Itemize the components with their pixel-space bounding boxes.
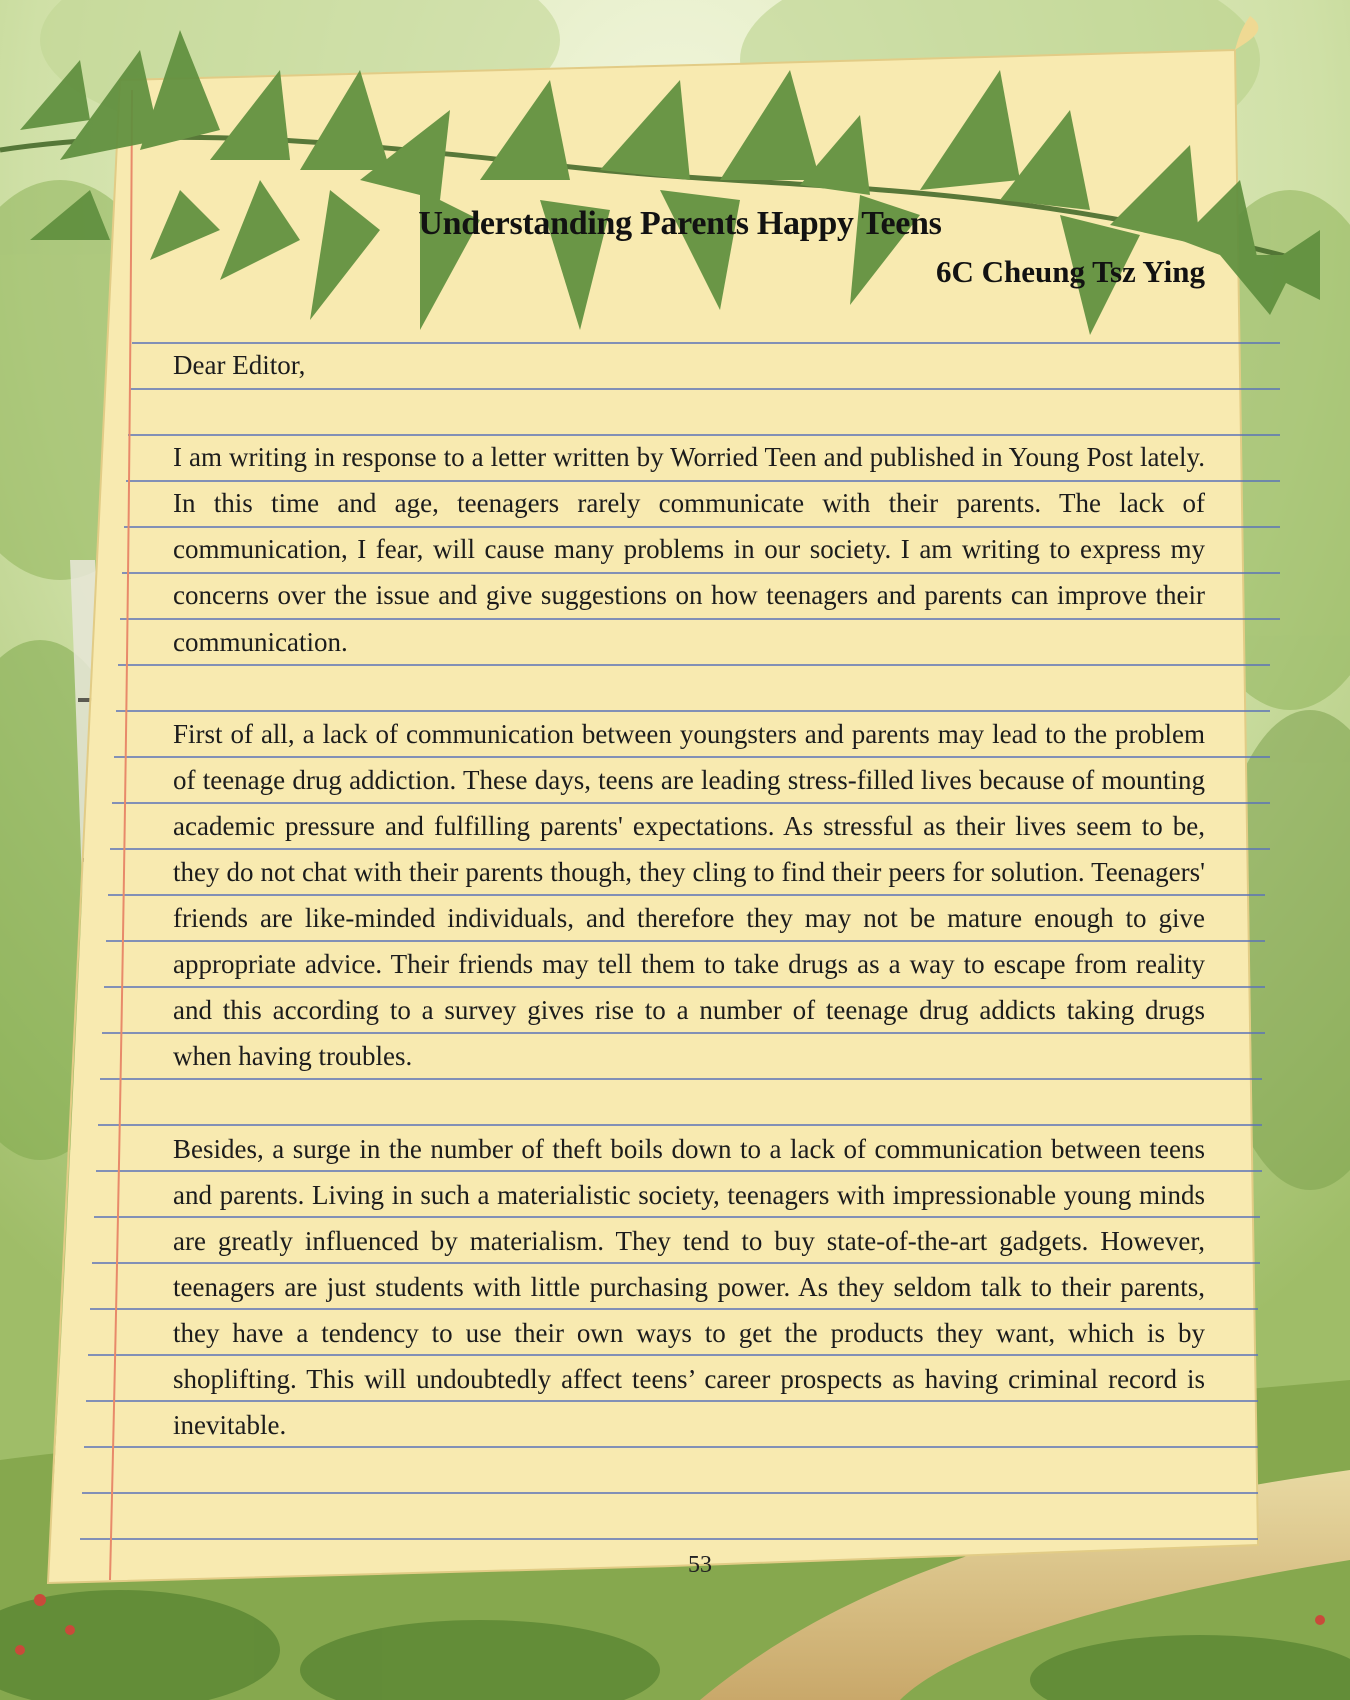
greeting: Dear Editor, bbox=[173, 350, 306, 380]
page-title: Understanding Parents Happy Teens bbox=[418, 205, 942, 242]
paragraph: Besides, a surge in the number of theft boils down to a lack of communication between teens and parents. Living in such a materialistic society, teenagers with impressionable young minds are greatly influenced by materialism. They tend to buy state-of-the-art gadgets. However, teenagers are just students with little purchasing power. As they seldom talk to their parents, they have a tendency to use their own ways to get the products they want, which is by shoplifting. This will undoubtedly affect teens’ career prospects as having criminal record is inevitable. bbox=[173, 1133, 1205, 1441]
page-number: 53 bbox=[688, 1552, 712, 1578]
paragraph: First of all, a lack of communication between youngsters and parents may lead to the problem of teenage drug addiction. These days, teens are leading stress-filled lives because of mounting academic pressure and fulfilling parents' expectations. As stressful as their lives seem to be, they do not chat with their parents though, they cling to find their peers for solution. Teenagers' friends are like-minded individuals, and therefore they may not be mature enough to give appropriate advice. Their friends may tell them to take drugs as a way to escape from reality and this according to a survey gives rise to a number of teenage drug addicts taking drugs when having troubles. bbox=[173, 718, 1205, 1072]
author-name: 6C Cheung Tsz Ying bbox=[935, 254, 1205, 289]
paragraph: I am writing in response to a letter written by Worried Teen and published in Young Post lately. In this time and age, teenagers rarely communicate with their parents. The lack of communication, I fear, will cause many problems in our society. I am writing to express my concerns over the issue and give suggestions on how teenagers and parents can improve their communication. bbox=[173, 442, 1205, 657]
letter-body bbox=[173, 342, 1205, 1494]
